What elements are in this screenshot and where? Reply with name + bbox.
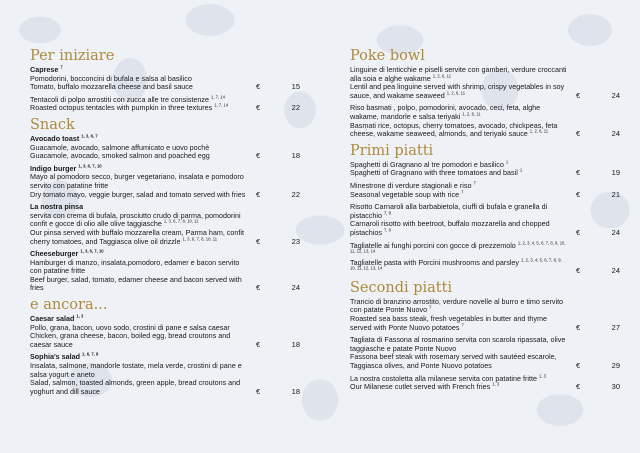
currency-symbol: €	[576, 227, 581, 237]
item-description-text: La nostra costoletta alla milanese servita con patatine fritte	[350, 373, 537, 383]
item-price	[576, 229, 620, 238]
item-description-text: Tentacoli di polpo arrostiti con zucca alle tre consistenze	[30, 94, 209, 104]
currency-symbol: €	[256, 103, 261, 113]
item-english-text: Seasonal vegetable soup with rice	[350, 189, 460, 199]
allergen-codes: 1, 2, 3, 4, 5, 6, 7, 8, 9, 10, 11, 12, 13, 14	[350, 240, 566, 254]
item-description-en	[350, 220, 568, 237]
item-english-text: Fassona beef steak with rosemary served with sautéed escarole, Taggiasca olives, and Ponte Nuovo potatoes	[350, 352, 557, 371]
allergen-codes: 1, 3	[492, 381, 500, 387]
menu-item	[30, 353, 300, 396]
item-price	[256, 341, 300, 350]
currency-symbol: €	[256, 236, 261, 246]
currency-symbol: €	[256, 283, 261, 293]
item-description-en	[350, 83, 568, 100]
item-description-text: Insalata, salmone, mandorle tostate, mela verde, crostini di pane e salsa yogurt e aneto	[30, 361, 242, 379]
item-description-text: Tagliata di Fassona al rosmarino servita con scarola ripassata, olive taggiasche e patate Ponte Nuovo	[350, 335, 566, 353]
allergen-codes: 1	[505, 159, 509, 165]
item-name-text: Indigo burger	[30, 163, 77, 173]
item-english-text: Basmati rice, octopus, cherry tomatoes, avocado, chickpeas, feta cheese, wakame seaweed, almonds, and teriyaki sauce	[350, 120, 558, 139]
currency-symbol: €	[576, 90, 581, 100]
allergen-codes: 1, 3, 6, 7, 10	[78, 163, 102, 169]
menu-item	[350, 298, 620, 332]
menu-column-left	[30, 48, 300, 400]
currency-symbol: €	[256, 339, 261, 349]
item-price	[576, 92, 620, 101]
item-description-en	[350, 259, 568, 276]
item-description-it	[350, 242, 568, 259]
menu-section	[350, 143, 620, 276]
item-description-text: servita con crema di bufala, prosciutto crudo di parma, pomodorini confit e gocce di olio alle olive taggiasche	[30, 210, 241, 229]
item-price	[256, 83, 300, 92]
allergen-codes: 1, 3, 6, 7	[81, 133, 98, 139]
price-amount: 24	[611, 129, 620, 139]
price-amount: 24	[611, 90, 620, 100]
item-description-it	[30, 362, 248, 379]
menu-item	[350, 66, 620, 100]
currency-symbol: €	[256, 82, 261, 92]
item-english-text: Our pinsa served with buffalo mozzarella cream, Parma ham, confit cherry tomatoes, and Taggiasca olive oil drizzle	[30, 227, 244, 246]
item-description-en	[30, 191, 248, 200]
item-english-text: Chicken, grana cheese, bacon, boiled egg, bread croutons and caesar sauce	[30, 331, 231, 349]
item-price	[576, 267, 620, 276]
item-english-text: Tagliatelle pasta with Porcini mushrooms and parsley	[350, 257, 519, 267]
allergen-codes: 1, 2, 6, 11	[432, 73, 452, 79]
item-english-text: Roasted sea bass steak, fresh vegetables in butter and thyme served with Ponte Nuovo potatoes	[350, 314, 547, 332]
item-description-it	[30, 173, 248, 190]
item-description-en	[30, 152, 248, 161]
currency-symbol: €	[576, 382, 581, 392]
allergen-codes: 7	[461, 189, 464, 195]
item-description-en	[350, 383, 568, 392]
item-description-text: Linguine di lenticchie e piselli servite con gamberi, verdure croccanti alla soia e alghe wakame	[350, 65, 567, 83]
item-name-text: La nostra pinsa	[30, 202, 84, 212]
menu-item	[350, 242, 620, 276]
item-name-text: Caesar salad	[30, 314, 75, 324]
allergen-codes: 1, 3, 6, 7, 8, 10, 11	[163, 218, 199, 224]
allergen-codes: 1, 6, 7, 8	[82, 352, 99, 358]
item-description-it	[350, 298, 568, 315]
section-title: Poke bowl	[350, 48, 425, 64]
item-price	[256, 152, 300, 161]
price-amount: 18	[291, 386, 300, 396]
menu-item	[30, 203, 300, 246]
allergen-codes: 7	[429, 305, 432, 311]
menu-item	[30, 66, 300, 92]
allergen-codes: 7	[461, 322, 464, 328]
item-price	[256, 191, 300, 200]
item-description-en	[30, 332, 248, 349]
menu-item	[350, 104, 620, 138]
price-amount: 15	[291, 82, 300, 92]
price-amount: 24	[611, 227, 620, 237]
item-english-text: Salad, salmon, toasted almonds, green apple, bread croutons and yoghurt and dill sauce	[30, 378, 241, 396]
item-description-text: Riso basmati , polpo, pomodorini, avocado, ceci, feta, alghe wakame, mandorle e salsa teriyaki	[350, 103, 541, 121]
item-description-text: Pollo, grana, bacon, uovo sodo, crostini di pane e salsa caesar	[30, 322, 230, 332]
item-description-it	[30, 212, 248, 229]
currency-symbol: €	[576, 168, 581, 178]
item-description-it	[350, 104, 568, 121]
allergen-codes: 1, 3	[538, 373, 546, 379]
currency-symbol: €	[576, 189, 581, 199]
section-title: Secondi piatti	[350, 279, 453, 296]
menu-item	[350, 336, 620, 370]
price-amount: 19	[611, 168, 620, 178]
allergen-codes: 1, 7, 14	[210, 94, 225, 100]
item-description-text: Mayo al pomodoro secco, burger vegetariano, insalata e pomodoro servito con patatine fritte	[30, 172, 244, 190]
item-name-text: Avocado toast	[30, 133, 80, 143]
item-name-text: Cheeseburger	[30, 249, 79, 259]
item-english-text: Beef burger, salad, tomato, edamer cheese and bacon served with fries	[30, 274, 242, 293]
allergen-codes: 1, 2, 6, 11	[462, 111, 481, 117]
item-description-en	[30, 276, 248, 293]
allergen-codes: 1, 3, 6, 7, 8, 10, 11	[182, 236, 218, 242]
menu-section	[30, 117, 300, 293]
item-english-text: Guacamole, avocado, smoked salmon and poached egg	[30, 151, 210, 161]
menu-section	[30, 48, 300, 113]
currency-symbol: €	[576, 129, 581, 139]
allergen-codes: 1, 3, 6, 7, 10	[80, 248, 104, 254]
item-price	[256, 284, 300, 293]
allergen-codes: 7, 8	[383, 210, 391, 216]
item-description-text: Spaghetti di Gragnano al tre pomodori e basilico	[350, 159, 504, 169]
item-description-en	[30, 229, 248, 246]
section-title: Per iniziare	[30, 48, 115, 64]
price-amount: 24	[611, 266, 620, 276]
price-amount: 30	[611, 382, 620, 392]
currency-symbol: €	[576, 322, 581, 332]
item-price	[576, 383, 620, 392]
currency-symbol: €	[256, 151, 261, 161]
item-price	[576, 191, 620, 200]
item-name-text: Caprese	[30, 65, 59, 74]
currency-symbol: €	[576, 361, 581, 371]
menu-item	[30, 165, 300, 199]
item-description-it	[350, 336, 568, 353]
item-english-text: Dry tomato mayo, veggie burger, salad and tomato served with fries	[30, 189, 246, 199]
allergen-codes: 1	[519, 167, 523, 173]
menu-item	[30, 135, 300, 161]
price-amount: 22	[291, 189, 300, 199]
menu-item	[30, 250, 300, 293]
menu-item	[350, 182, 620, 199]
menu-page	[24, 48, 622, 448]
menu-item	[350, 375, 620, 392]
item-description-it	[30, 259, 248, 276]
price-amount: 18	[291, 151, 300, 161]
item-price	[576, 362, 620, 371]
menu-column-right	[350, 48, 620, 396]
item-english-text: Roasted octopus tentacles with pumpkin in three textures	[30, 103, 213, 113]
item-price	[576, 130, 620, 139]
item-description-en	[350, 122, 568, 139]
menu-section	[350, 48, 620, 139]
allergen-codes: 7	[60, 64, 63, 70]
allergen-codes: 7, 8	[383, 227, 391, 233]
item-price	[256, 104, 300, 113]
menu-section	[350, 280, 620, 392]
item-description-it	[350, 66, 568, 83]
allergen-codes: 1, 2, 3, 4, 5, 6, 7, 8, 9, 10, 11, 12, 13, 14	[350, 257, 562, 271]
item-english-text: Lentil and pea linguine served with shrimp, crispy vegetables in soy sauce, and wakame seaweed	[350, 82, 565, 100]
price-amount: 29	[611, 361, 620, 371]
item-english-text: Our Milanese cutlet served with French fries	[350, 382, 491, 392]
item-description-en	[350, 191, 568, 200]
item-description-text: Trancio di branzino arrostito, verdure novelle al burro e timo servito con patate Ponte Nuovo	[350, 296, 564, 315]
item-english-text: Spaghetti of Gragnano with three tomatoes and basil	[350, 168, 518, 178]
item-price	[576, 169, 620, 178]
item-description-en	[350, 353, 568, 370]
item-description-text: Guacamole, avocado, salmone affumicato e uovo pochè	[30, 142, 210, 152]
allergen-codes: 1, 2, 6, 11	[529, 128, 549, 134]
item-description-en	[350, 169, 568, 178]
section-title: Snack	[30, 116, 75, 133]
item-price	[576, 324, 620, 333]
menu-item	[350, 161, 620, 178]
item-description-text: Risotto Carnaroli alla barbabietola, ciuffi di bufala e granella di pistacchio	[350, 202, 548, 220]
section-title: Primi piatti	[350, 142, 434, 159]
menu-item	[30, 315, 300, 349]
item-english-text: Carnaroli risotto with beetroot, buffalo mozzarella and chopped pistachios	[350, 219, 550, 237]
item-description-en	[30, 104, 248, 113]
item-description-en	[30, 379, 248, 396]
item-price	[256, 238, 300, 247]
menu-section	[30, 297, 300, 396]
price-amount: 24	[291, 283, 300, 293]
price-amount: 22	[291, 103, 300, 113]
item-description-en	[350, 315, 568, 332]
item-description-text: Pomodorini, bocconcini di bufala e salsa al basilico	[30, 73, 192, 83]
item-description-text: Hamburger di manzo, insalata,pomodoro, edamer e bacon servito con patatine fritte	[30, 257, 240, 276]
price-amount: 23	[291, 236, 300, 246]
currency-symbol: €	[576, 266, 581, 276]
item-name-text: Sophia's salad	[30, 352, 81, 362]
menu-item	[350, 203, 620, 237]
price-amount: 18	[291, 339, 300, 349]
currency-symbol: €	[256, 386, 261, 396]
item-description-text: Tagliatelle ai funghi porcini con gocce di prezzemolo	[350, 240, 516, 250]
item-description-it	[350, 203, 568, 220]
section-title: e ancora...	[30, 297, 108, 314]
price-amount: 21	[611, 189, 620, 199]
allergen-codes: 1, 2, 6, 11	[446, 90, 466, 96]
price-amount: 27	[611, 322, 620, 332]
item-price	[256, 388, 300, 397]
allergen-codes: 1, 7, 14	[214, 102, 229, 108]
item-description-en	[30, 83, 248, 92]
item-english-text: Tomato, buffalo mozzarella cheese and basil sauce	[30, 82, 193, 92]
item-description-text: Minestrone di verdure stagionali e riso	[350, 180, 472, 190]
currency-symbol: €	[256, 189, 261, 199]
menu-item	[30, 96, 300, 113]
allergen-codes: 1, 3	[76, 313, 84, 319]
allergen-codes: 7	[473, 180, 476, 186]
